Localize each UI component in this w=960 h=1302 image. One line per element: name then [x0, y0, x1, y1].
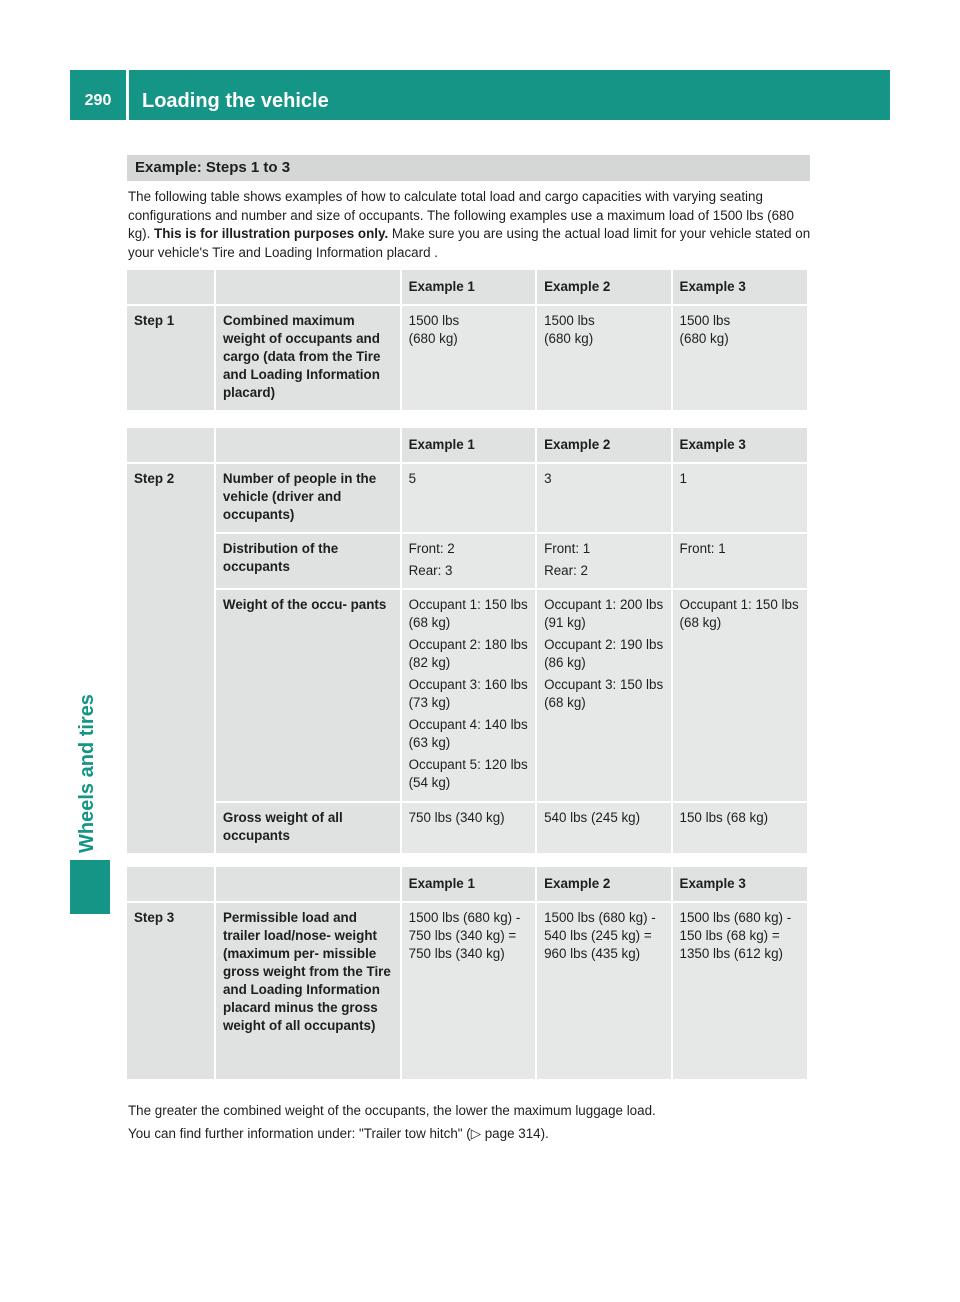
table-cell: 150 lbs (68 kg): [673, 803, 807, 853]
column-header: Example 2: [537, 270, 670, 304]
page-reference-link[interactable]: page 314).: [481, 1126, 549, 1141]
table-cell: Front: 1: [673, 534, 807, 588]
step2-table: [125, 426, 809, 855]
table-cell: Occupant 1: 200 lbs (91 kg) Occupant 2: 190 lbs (86 kg) Occupant 3: 150 lbs (68 kg): [537, 590, 670, 801]
row-label: Distribution of the occupants: [216, 534, 400, 588]
row-label: Number of people in the vehicle (driver and occupants): [216, 464, 400, 532]
table-cell: Front: 1 Rear: 2: [537, 534, 670, 588]
footer-line-2: You can find further information under: "Trailer tow hitch" (▷ page 314).: [128, 1126, 549, 1141]
column-header: Example 3: [673, 270, 807, 304]
column-header: Example 3: [673, 428, 807, 462]
table-row: [127, 803, 807, 853]
table-cell: 750 lbs (340 kg): [402, 803, 535, 853]
page-header: [70, 70, 890, 120]
row-label: Weight of the occu- pants: [216, 590, 400, 801]
table-row: [127, 306, 807, 410]
table-cell: 1500 lbs (680 kg) - 750 lbs (340 kg) = 750 lbs (340 kg): [402, 903, 535, 1079]
step1-table: [125, 268, 809, 412]
page-reference-arrow-icon: ▷: [470, 1126, 482, 1141]
table-cell: 1: [673, 464, 807, 532]
sidebar-section-label: Wheels and tires: [76, 694, 98, 853]
table-header-row: [127, 428, 807, 462]
table-cell: 5: [402, 464, 535, 532]
table-cell: 1500 lbs (680 kg): [537, 306, 670, 410]
step-label: Step 3: [127, 903, 214, 1079]
table-cell: 1500 lbs (680 kg) - 150 lbs (68 kg) = 1350 lbs (612 kg): [673, 903, 807, 1079]
table-row: [127, 590, 807, 801]
table-cell: Occupant 1: 150 lbs (68 kg) Occupant 2: 180 lbs (82 kg) Occupant 3: 160 lbs (73 kg) Occupant 4: 140 lbs (63 kg) Occupant 5: 120 lbs (54 kg): [402, 590, 535, 801]
row-label: Permissible load and trailer load/nose- weight (maximum per- missible gross weight from the Tire and Loading Information placard minus the gross weight of all occupants): [216, 903, 400, 1079]
table-cell: 1500 lbs (680 kg): [402, 306, 535, 410]
table-cell: 540 lbs (245 kg): [537, 803, 670, 853]
header-divider: [126, 70, 129, 120]
step-label: Step 1: [127, 306, 214, 410]
sidebar-tab-marker: [70, 860, 110, 914]
table-cell: 1500 lbs (680 kg) - 540 lbs (245 kg) = 960 lbs (435 kg): [537, 903, 670, 1079]
table-row: [127, 534, 807, 588]
table-cell: Front: 2 Rear: 3: [402, 534, 535, 588]
column-header: Example 2: [537, 428, 670, 462]
intro-emphasis: This is for illustration purposes only.: [154, 226, 389, 241]
column-header: Example 1: [402, 270, 535, 304]
column-header: Example 3: [673, 867, 807, 901]
table-row: [127, 903, 807, 1079]
column-header: Example 2: [537, 867, 670, 901]
column-header: Example 1: [402, 867, 535, 901]
table-header-row: [127, 867, 807, 901]
section-heading: Example: Steps 1 to 3: [127, 155, 810, 181]
table-cell: 3: [537, 464, 670, 532]
intro-paragraph: The following table shows examples of how to calculate total load and cargo capacities with varying seating configurations and number and size of occupants. The following examples use a maximum load of 1500 lbs (680 kg). This is for illustration purposes only. Make sure you are using the actual load limit for your vehicle stated on your vehicle's Tire and Loading Information placard .: [128, 189, 811, 260]
footer-line-1: The greater the combined weight of the occupants, the lower the maximum luggage load.: [128, 1103, 656, 1118]
step-label: Step 2: [127, 464, 214, 853]
column-header: Example 1: [402, 428, 535, 462]
row-label: Gross weight of all occupants: [216, 803, 400, 853]
table-row: [127, 464, 807, 532]
page-title: Loading the vehicle: [142, 90, 329, 112]
page-number: 290: [84, 92, 112, 109]
step3-table: [125, 865, 809, 1081]
table-cell: Occupant 1: 150 lbs (68 kg): [673, 590, 807, 801]
row-label: Combined maximum weight of occupants and cargo (data from the Tire and Loading Information placard): [216, 306, 400, 410]
table-cell: 1500 lbs (680 kg): [673, 306, 807, 410]
table-header-row: [127, 270, 807, 304]
footer-notes: [128, 1099, 656, 1145]
